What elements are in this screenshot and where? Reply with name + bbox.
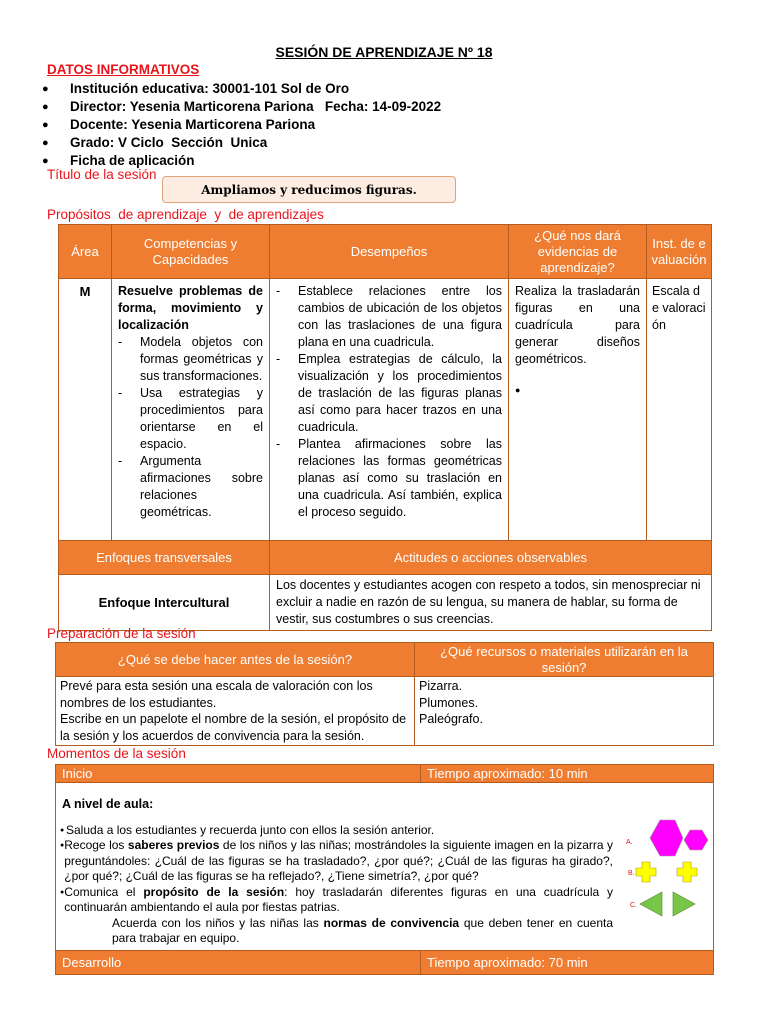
figures-svg xyxy=(620,812,730,927)
instrumento-cell: Escala de valoración xyxy=(647,279,712,541)
desarrollo-tiempo: Tiempo aproximado: 70 min xyxy=(421,951,714,975)
list-item: - Argumenta afirmaciones sobre relaciones geométricas. xyxy=(118,454,263,519)
hexagon-small-icon xyxy=(684,830,708,850)
header-instrumento: Inst. de evaluación xyxy=(647,225,712,279)
capacidades-list xyxy=(118,334,263,521)
info-item: ● Ficha de aplicación xyxy=(42,153,195,168)
competencias-cell xyxy=(112,279,270,541)
list-item: - Modela objetos con formas geométricas y sus transformaciones. xyxy=(118,335,263,383)
fig-label-a: A. xyxy=(626,839,633,846)
titulo-label: Título de la sesión xyxy=(47,167,157,182)
cross-right-icon xyxy=(677,862,697,882)
hexagon-large-icon xyxy=(650,820,683,856)
recursos-cell: Pizarra. Plumones. Paleógrafo. xyxy=(415,677,714,746)
evidencias-cell: Realiza la trasladarán figuras en una cuadrícula para generar diseños geométricos. ● xyxy=(509,279,647,541)
datos-heading: DATOS INFORMATIVOS xyxy=(47,62,200,77)
inicio-header: Inicio xyxy=(56,765,421,783)
preparacion-label: Preparación de la sesión xyxy=(47,626,196,641)
enfoques-header: Enfoques transversales xyxy=(59,541,270,575)
session-title-box: Ampliamos y reducimos figuras. xyxy=(162,176,456,203)
header-area: Área xyxy=(59,225,112,279)
inicio-tiempo: Tiempo aproximado: 10 min xyxy=(421,765,714,783)
actitudes-header: Actitudes o acciones observables xyxy=(270,541,712,575)
info-item: ● Docente: Yesenia Marticorena Pariona xyxy=(42,117,316,132)
list-item: ● Recoge los saberes previos de los niños y las niñas; mostrándoles la siguiente imagen en la pizarra y preguntándoles: ¿Cuál de las figuras se ha trasladado?, ¿por qué?; ¿Cuál de las figuras ha girado?, ¿por qué?; ¿Cuál de las figuras se ha reflejado?, ¿Tiene simetría?, ¿por qué? xyxy=(60,838,614,883)
list-item: ● Saluda a los estudiantes y recuerda junto con ellos la sesión anterior. xyxy=(60,822,435,837)
desarrollo-header: Desarrollo xyxy=(56,951,421,975)
list-item: - Plantea afirmaciones sobre las relaciones las formas geométricas planas así como su traslación en una cuadricula. Así también, explica el proceso seguido. xyxy=(276,437,502,519)
actitud-cell: Los docentes y estudiantes acogen con respeto a todos, sin menospreciar ni excluir a nadie en razón de su lengua, su manera de hablar, su forma de vestir, sus costumbres o sus creencias. xyxy=(270,575,712,631)
list-item: - Emplea estrategias de cálculo, la visualización y los procedimientos de traslación de las figuras planas así como para hacer trazos en una cuadricula. xyxy=(276,352,502,434)
info-list xyxy=(42,80,542,170)
preparacion-table xyxy=(55,642,714,746)
antes-cell: Prevé para esta sesión una escala de valoración con los nombres de los estudiantes. Escribe en un papelote el nombre de la sesión, el propósito de la sesión y los acuerdos de convivencia para la sesión. xyxy=(56,677,415,746)
header-evidencias: ¿Qué nos dará evidencias de aprendizaje? xyxy=(509,225,647,279)
momentos-label: Momentos de la sesión xyxy=(47,746,186,761)
inicio-content xyxy=(56,783,714,951)
area-cell: M xyxy=(59,279,112,541)
triangle-right-icon xyxy=(673,892,695,916)
competencia-title: Resuelve problemas de forma, movimiento y localización xyxy=(118,284,263,332)
nivel-label: A nivel de aula: xyxy=(62,797,154,811)
list-item: - Establece relaciones entre los cambios de ubicación de los objetos con las traslaciones de una figura plana en una cuadricula. xyxy=(276,284,502,349)
header-antes: ¿Qué se debe hacer antes de la sesión? xyxy=(56,643,415,677)
fig-label-c: C. xyxy=(630,902,637,909)
header-desempenos: Desempeños xyxy=(270,225,509,279)
info-item: ● Institución educativa: 30001-101 Sol de Oro xyxy=(42,81,350,96)
propositos-label: Propósitos de aprendizaje y de aprendizajes xyxy=(47,207,324,222)
header-recursos: ¿Qué recursos o materiales utilizarán en la sesión? xyxy=(415,643,714,677)
desempenos-list xyxy=(276,283,502,521)
fig-label-b: B. xyxy=(628,870,635,877)
momentos-table xyxy=(55,764,714,975)
cross-left-icon xyxy=(636,862,656,882)
propositos-table xyxy=(58,224,712,631)
bullet: ● xyxy=(515,385,521,395)
list-item: - Usa estrategias y procedimientos para orientarse en el espacio. xyxy=(118,386,263,451)
list-item: ● Comunica el propósito de la sesión: hoy trasladarán diferentes figuras en una cuadrícula y continuarán ambientando el aula por fiestas patrias. xyxy=(60,884,614,914)
info-item: ● Grado: V Ciclo Sección Unica xyxy=(42,135,268,150)
enfoque-cell: Enfoque Intercultural xyxy=(59,575,270,631)
triangle-left-icon xyxy=(640,892,662,916)
desempenos-cell xyxy=(270,279,509,541)
page-title: SESIÓN DE APRENDIZAJE Nº 18 xyxy=(275,44,493,60)
figures-illustration xyxy=(620,812,730,927)
info-item: ● Director: Yesenia Marticorena Pariona Fecha: 14-09-2022 xyxy=(42,99,442,114)
header-competencias: Competencias y Capacidades xyxy=(112,225,270,279)
list-item: Acuerda con los niños y las niñas las normas de convivencia que deben tener en cuenta para trabajar en equipo. xyxy=(112,915,614,945)
